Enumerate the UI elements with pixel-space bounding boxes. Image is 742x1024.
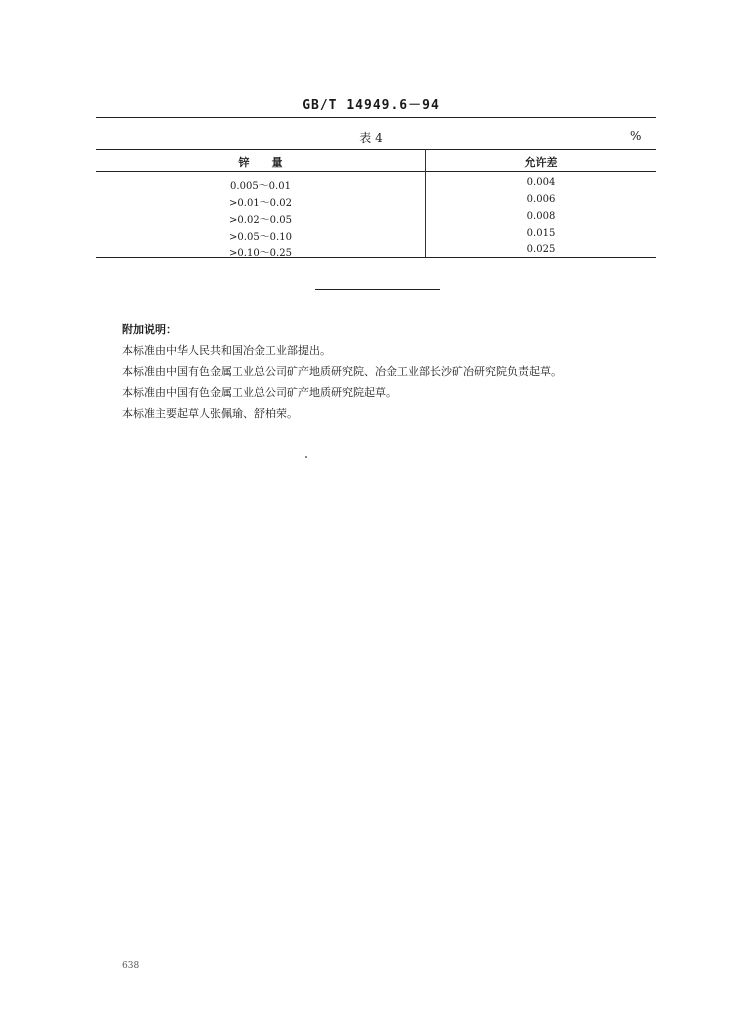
table-cell-zinc: 0.005～0.01 [230,181,291,192]
standard-number: GB/T 14949.6－94 [302,98,440,113]
table-cell-tolerance: 0.008 [526,211,556,222]
notes-line: 本标准由中华人民共和国冶金工业部提出。 [122,344,331,357]
table-cell-tolerance: 0.006 [526,194,556,205]
header-rule [96,117,656,118]
table-cell-tolerance: 0.025 [526,244,556,255]
table-cell-tolerance: 0.015 [526,228,556,239]
page-number: 638 [122,961,140,971]
table-header-rule [96,171,656,172]
notes-line: 本标准由中国有色金属工业总公司矿产地质研究院起草。 [122,386,397,399]
table-cell-tolerance: 0.004 [526,177,556,188]
notes-line: 本标准由中国有色金属工业总公司矿产地质研究院、冶金工业部长沙矿冶研究院负责起草。 [122,365,562,378]
additional-notes [122,319,562,424]
table-cell-zinc: >0.02～0.05 [229,215,292,226]
notes-title: 附加说明： [122,323,177,336]
table-header-tolerance: 允许差 [524,156,558,169]
table-cell-zinc: >0.10～0.25 [229,248,292,259]
table-cell-zinc: >0.01～0.02 [229,198,292,209]
table-header-zinc: 锌 量 [238,156,283,169]
notes-line: 本标准主要起草人张佩瑜、舒柏荣。 [122,407,298,420]
scan-speck [305,456,307,458]
table-top-rule [96,149,656,150]
section-separator [315,289,440,290]
table-cell-zinc: >0.05～0.10 [229,232,292,243]
table-title: 表 4 [359,131,383,145]
table-unit: % [630,129,642,143]
